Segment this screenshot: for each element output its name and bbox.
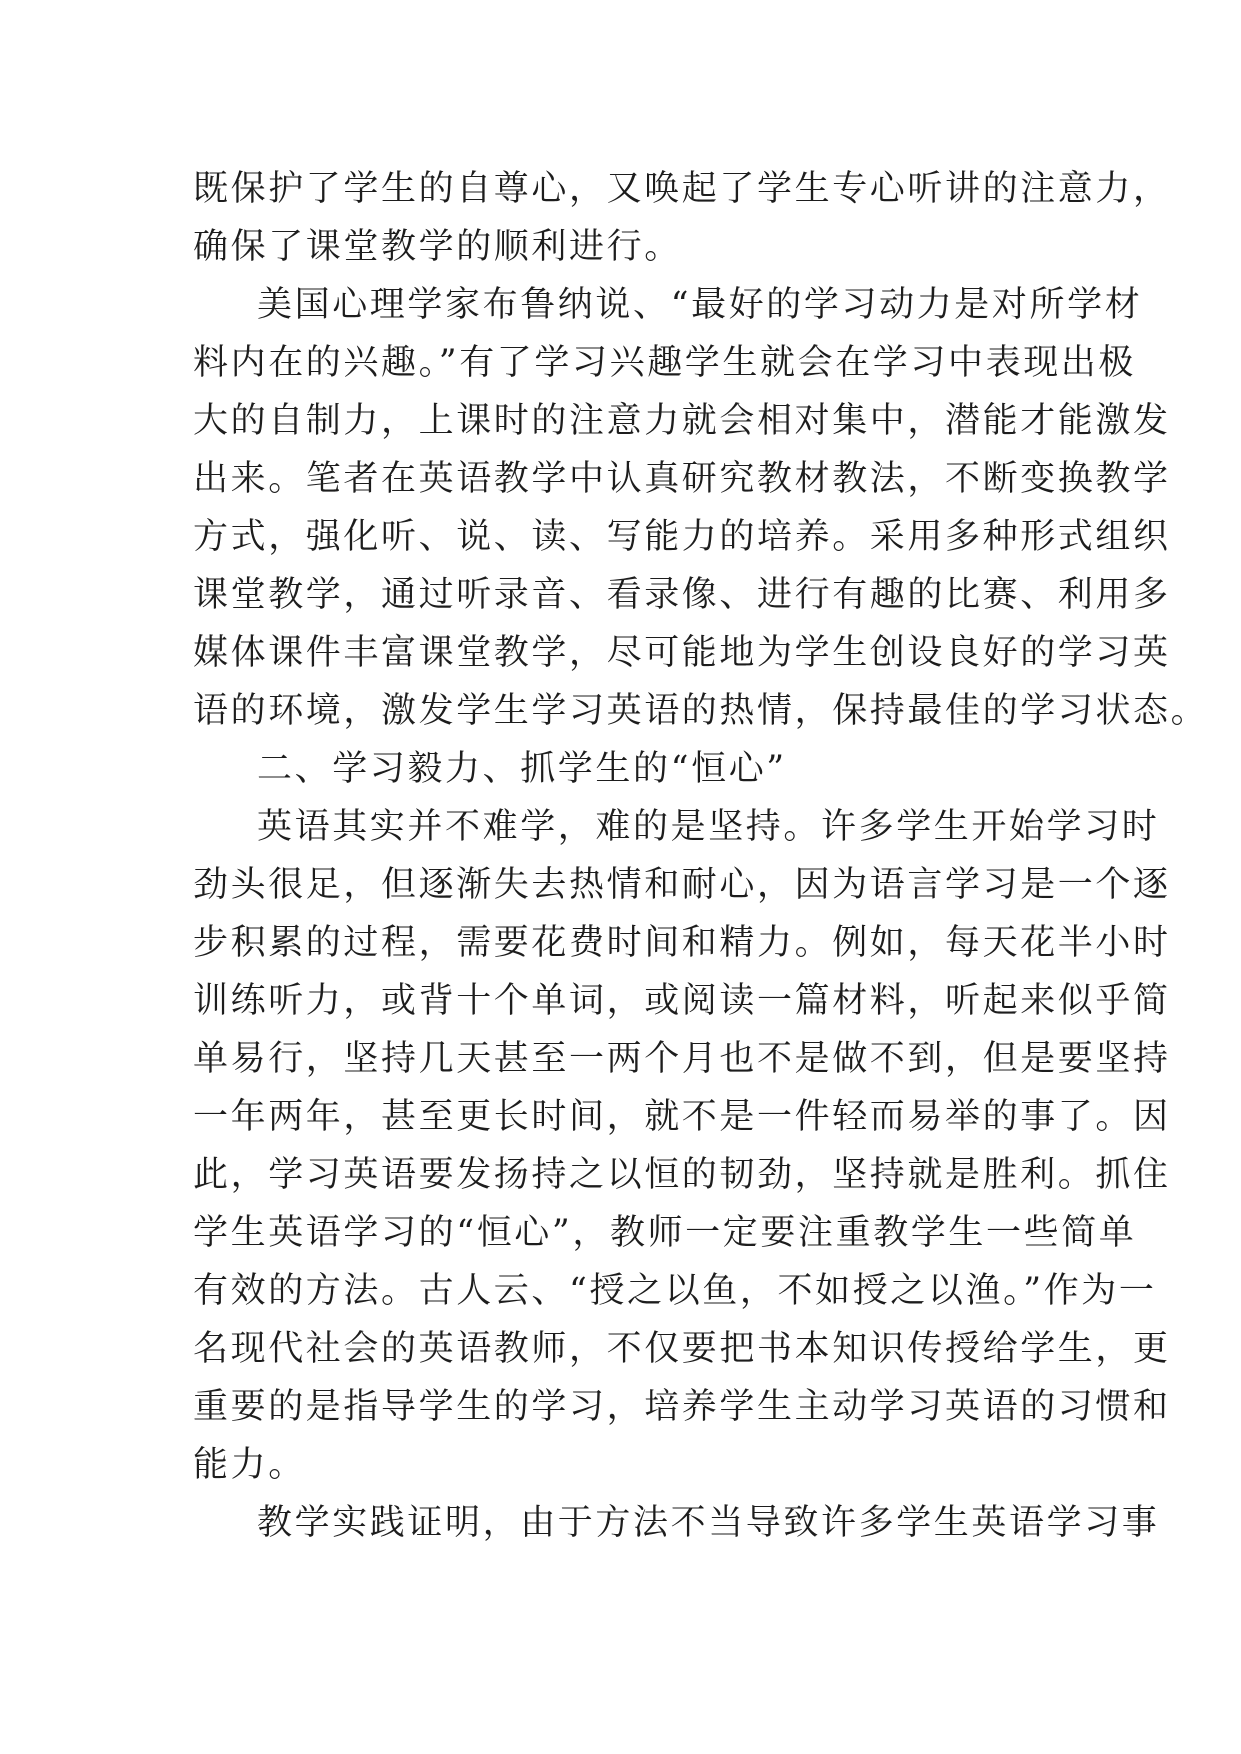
text-line: 步积累的过程，需要花费时间和精力。例如，每天花半小时 xyxy=(193,923,1171,963)
paragraph-start-line: 教学实践证明，由于方法不当导致许多学生英语学习事 xyxy=(257,1503,1160,1543)
text-line: 课堂教学，通过听录音、看录像、进行有趣的比赛、利用多 xyxy=(193,575,1171,615)
text-line: 训练听力，或背十个单词，或阅读一篇材料，听起来似乎简 xyxy=(193,981,1171,1021)
text-line: 媒体课件丰富课堂教学，尽可能地为学生创设良好的学习英 xyxy=(193,633,1171,673)
text-line: 名现代社会的英语教师，不仅要把书本知识传授给学生，更 xyxy=(193,1329,1171,1369)
text-line: 单易行，坚持几天甚至一两个月也不是做不到，但是要坚持 xyxy=(193,1039,1171,1079)
text-line: 语的环境，激发学生学习英语的热情，保持最佳的学习状态。 xyxy=(193,691,1209,731)
body-text xyxy=(193,160,1209,1552)
text-line: 有效的方法。古人云、“授之以鱼，不如授之以渔。”作为一 xyxy=(193,1271,1157,1311)
text-line: 一年两年，甚至更长时间，就不是一件轻而易举的事了。因 xyxy=(193,1097,1171,1137)
text-line: 劲头很足，但逐渐失去热情和耐心，因为语言学习是一个逐 xyxy=(193,865,1171,905)
text-line: 方式，强化听、说、读、写能力的培养。采用多种形式组织 xyxy=(193,517,1171,557)
text-line: 料内在的兴趣。”有了学习兴趣学生就会在学习中表现出极 xyxy=(193,343,1136,383)
text-line: 确保了课堂教学的顺利进行。 xyxy=(193,227,682,267)
text-line: 重要的是指导学生的学习，培养学生主动学习英语的习惯和 xyxy=(193,1387,1171,1427)
text-line: 既保护了学生的自尊心，又唤起了学生专心听讲的注意力， xyxy=(193,169,1171,209)
paragraph-start-line: 英语其实并不难学，难的是坚持。许多学生开始学习时 xyxy=(257,807,1160,847)
text-line: 此，学习英语要发扬持之以恒的韧劲，坚持就是胜利。抓住 xyxy=(193,1155,1171,1195)
text-line: 出来。笔者在英语教学中认真研究教材教法，不断变换教学 xyxy=(193,459,1171,499)
paragraph-start-line: 美国心理学家布鲁纳说、“最好的学习动力是对所学材 xyxy=(257,285,1143,325)
text-line: 大的自制力，上课时的注意力就会相对集中，潜能才能激发 xyxy=(193,401,1171,441)
text-line: 能力。 xyxy=(193,1445,306,1485)
section-heading: 二、学习毅力、抓学生的“恒心” xyxy=(257,749,787,789)
text-line: 学生英语学习的“恒心”，教师一定要注重教学生一些简单 xyxy=(193,1213,1137,1253)
